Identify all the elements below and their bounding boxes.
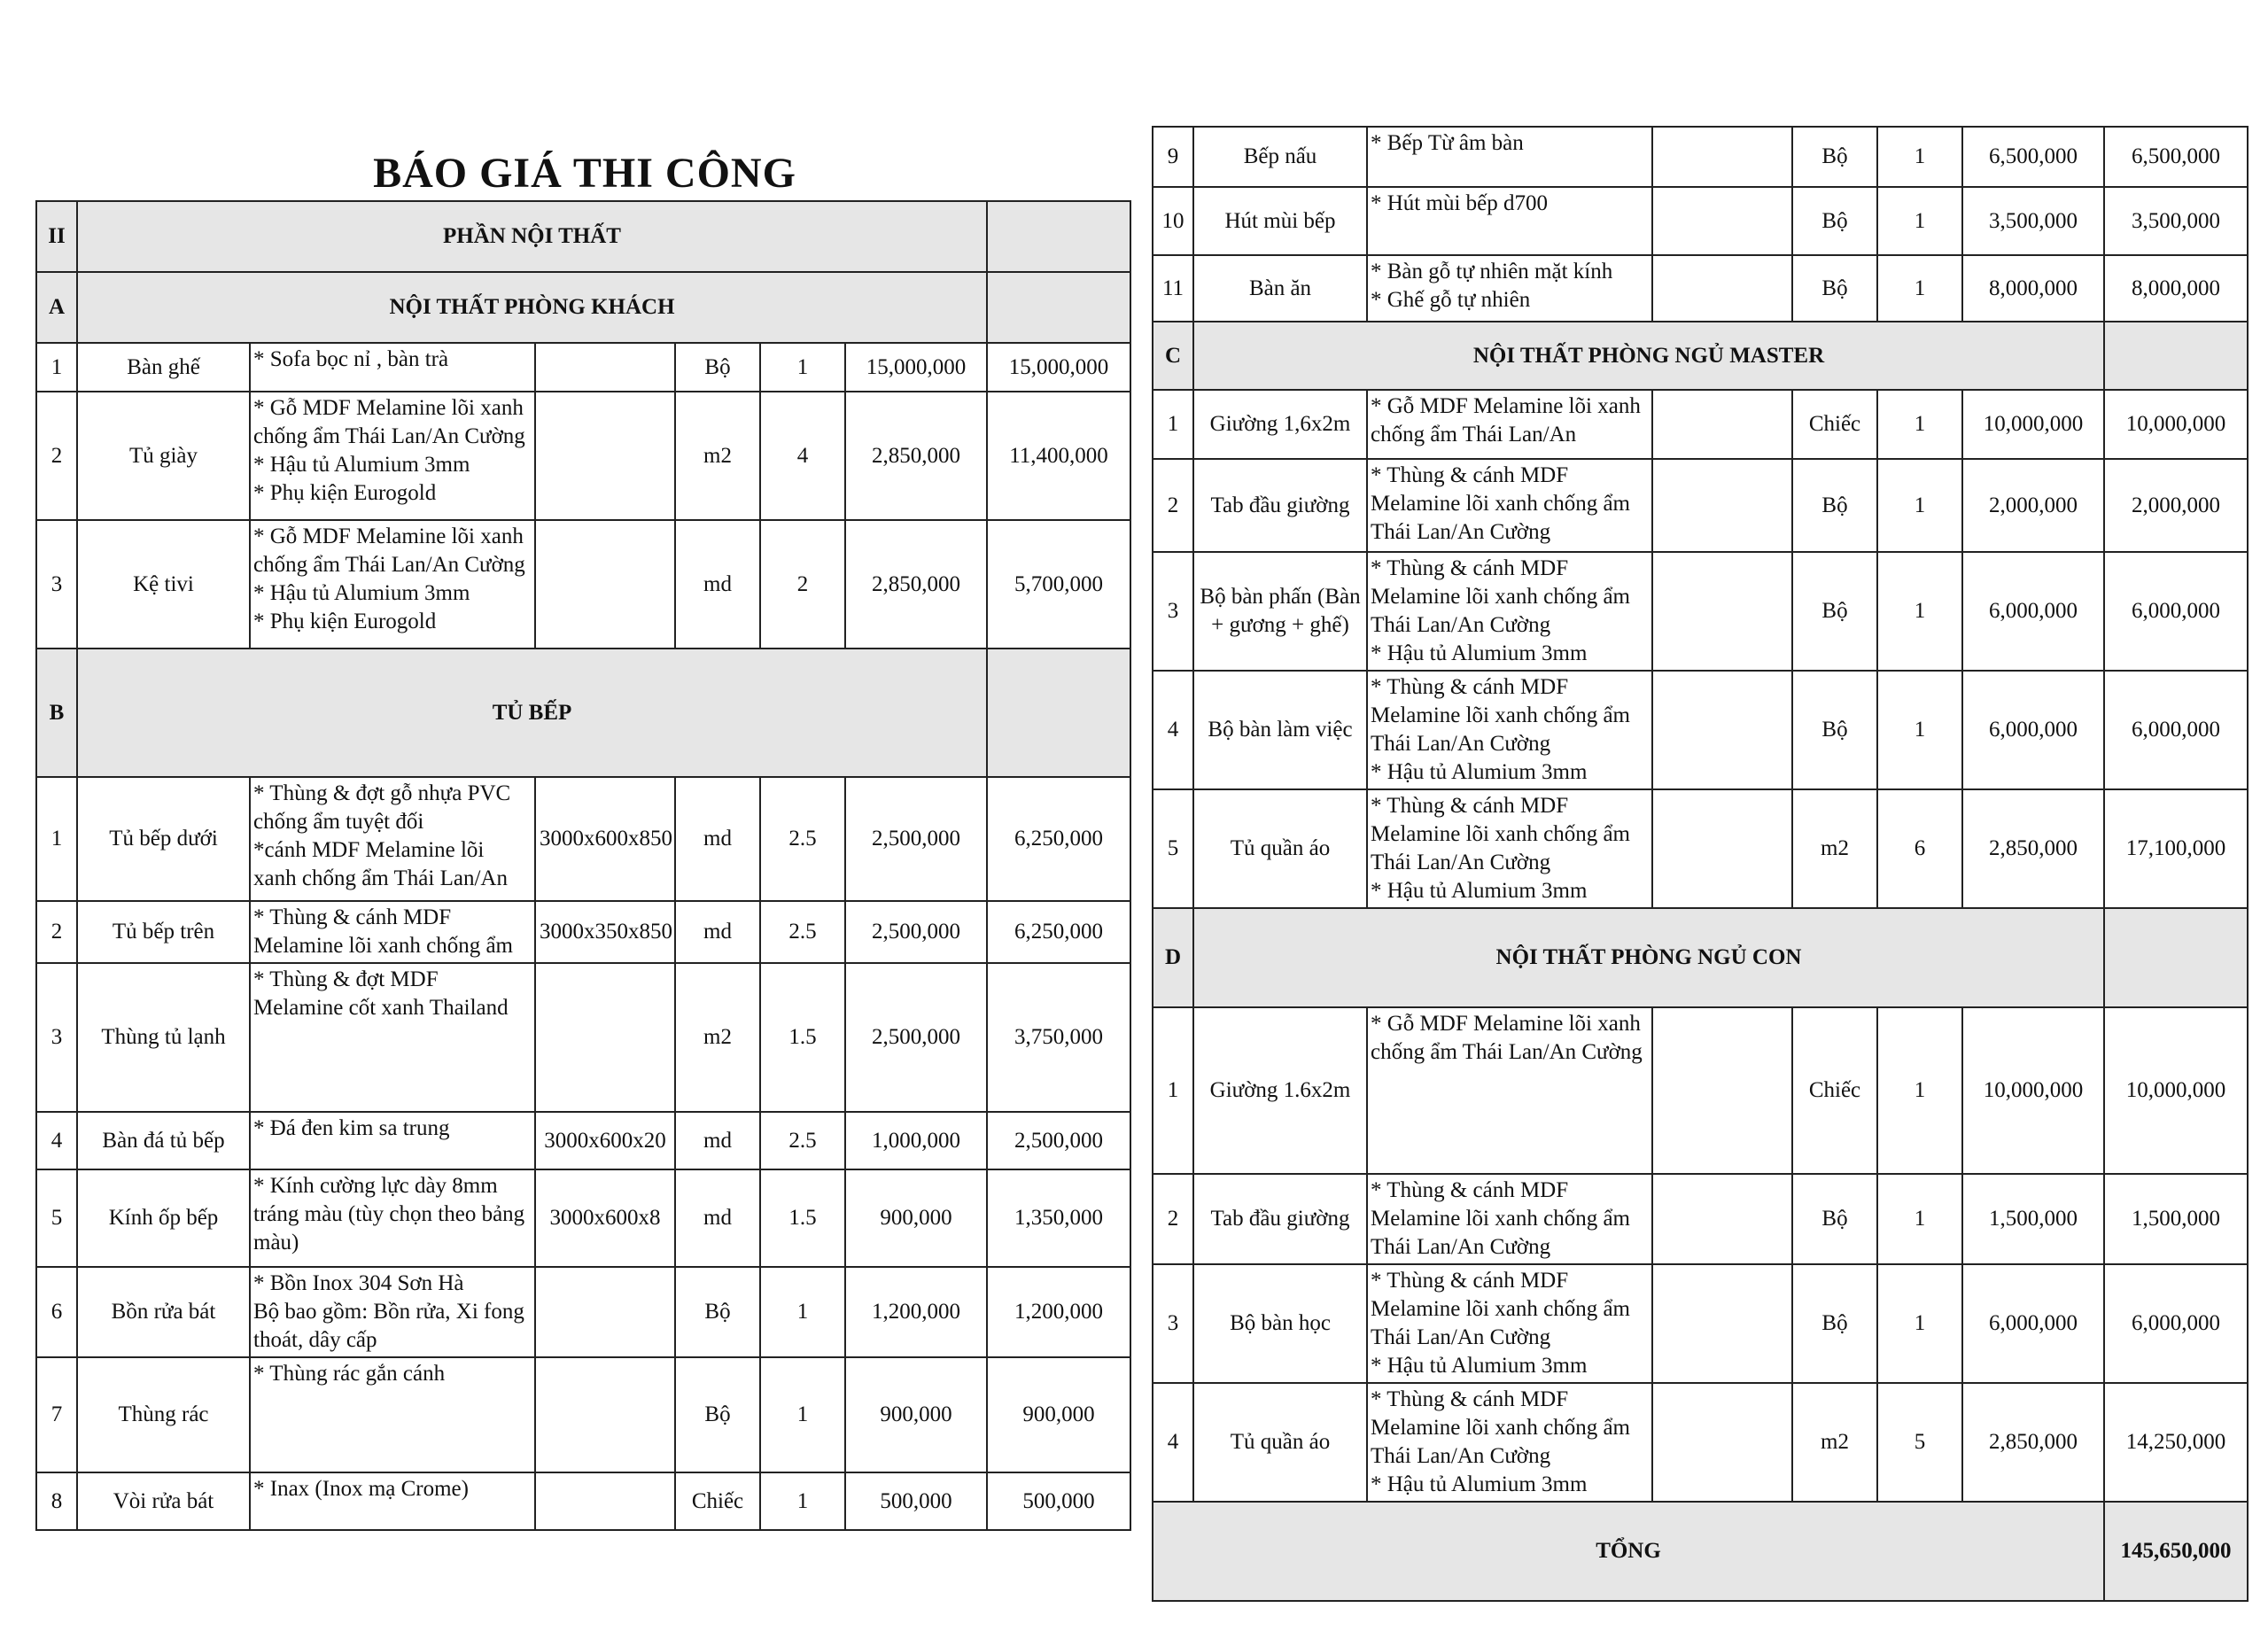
item-quantity: 1	[1877, 255, 1962, 322]
table-row	[1153, 1264, 2248, 1383]
item-unit: Bộ	[1792, 1264, 1877, 1383]
item-unit: Bộ	[1792, 187, 1877, 255]
item-total: 8,000,000	[2104, 255, 2248, 322]
item-name: Tủ bếp trên	[77, 901, 250, 963]
item-description: * Thùng & đợt gỗ nhựa PVC chống ẩm tuyệt đối *cánh MDF Melamine lõi xanh chống ẩm Thái Lan/An	[250, 777, 535, 901]
item-size: 3000x350x850	[535, 901, 675, 963]
item-unit-price: 6,000,000	[1962, 671, 2104, 789]
item-unit: Bộ	[675, 1357, 760, 1472]
grand-total-value: 145,650,000	[2104, 1502, 2248, 1601]
item-description: * Đá đen kim sa trung	[250, 1112, 535, 1169]
item-unit-price: 2,850,000	[845, 520, 987, 649]
section-total-cell	[987, 272, 1130, 343]
row-number: 2	[1153, 459, 1193, 552]
item-name: Tủ quần áo	[1193, 1383, 1367, 1502]
item-unit-price: 2,500,000	[845, 963, 987, 1112]
item-quantity: 1	[760, 343, 845, 392]
item-quantity: 1	[1877, 187, 1962, 255]
item-name: Tab đầu giường	[1193, 459, 1367, 552]
row-number: 7	[36, 1357, 77, 1472]
item-total: 14,250,000	[2104, 1383, 2248, 1502]
item-quantity: 1.5	[760, 963, 845, 1112]
section-code: D	[1153, 908, 1193, 1007]
row-number: 1	[36, 777, 77, 901]
item-size: 3000x600x850	[535, 777, 675, 901]
section-name: NỘI THẤT PHÒNG NGỦ CON	[1193, 908, 2104, 1007]
table-row	[36, 1169, 1130, 1267]
item-size	[535, 963, 675, 1112]
item-unit: md	[675, 1169, 760, 1267]
table-row	[36, 901, 1130, 963]
item-unit-price: 6,000,000	[1962, 1264, 2104, 1383]
item-unit: Bộ	[1792, 1174, 1877, 1264]
row-number: 1	[1153, 1007, 1193, 1174]
item-total: 11,400,000	[987, 392, 1130, 520]
item-name: Thùng tủ lạnh	[77, 963, 250, 1112]
item-name: Vòi rửa bát	[77, 1472, 250, 1530]
item-name: Bồn rửa bát	[77, 1267, 250, 1357]
row-number: 11	[1153, 255, 1193, 322]
item-description: * Bếp Từ âm bàn	[1367, 127, 1652, 187]
item-total: 6,500,000	[2104, 127, 2248, 187]
row-number: 8	[36, 1472, 77, 1530]
item-total: 17,100,000	[2104, 789, 2248, 908]
row-number: 6	[36, 1267, 77, 1357]
page-title: BÁO GIÁ THI CÔNG	[373, 150, 796, 197]
item-unit: md	[675, 901, 760, 963]
item-size	[1652, 459, 1792, 552]
item-quantity: 2.5	[760, 901, 845, 963]
table-row	[36, 1357, 1130, 1472]
item-unit-price: 900,000	[845, 1357, 987, 1472]
table-row	[36, 520, 1130, 649]
section-header-row	[1153, 908, 2248, 1007]
table-row	[36, 392, 1130, 520]
item-total: 500,000	[987, 1472, 1130, 1530]
item-size	[535, 392, 675, 520]
row-number: 2	[36, 901, 77, 963]
item-description: * Thùng & cánh MDF Melamine lõi xanh chống ẩm Thái Lan/An Cường * Hậu tủ Alumium 3mm	[1367, 1383, 1652, 1502]
item-quantity: 1	[1877, 390, 1962, 459]
table-row	[1153, 1007, 2248, 1174]
row-number: 3	[36, 963, 77, 1112]
grand-total-row	[1153, 1502, 2248, 1601]
table-row	[36, 777, 1130, 901]
item-unit: md	[675, 777, 760, 901]
item-name: Bộ bàn làm việc	[1193, 671, 1367, 789]
item-unit-price: 900,000	[845, 1169, 987, 1267]
table-row	[36, 1112, 1130, 1169]
item-description: * Bàn gỗ tự nhiên mặt kính * Ghế gỗ tự nhiên	[1367, 255, 1652, 322]
item-unit-price: 1,500,000	[1962, 1174, 2104, 1264]
item-description: * Thùng & cánh MDF Melamine lõi xanh chống ẩm Thái Lan/An Cường	[1367, 1174, 1652, 1264]
table-row	[1153, 459, 2248, 552]
item-unit: Chiếc	[1792, 1007, 1877, 1174]
item-unit-price: 6,500,000	[1962, 127, 2104, 187]
item-size	[1652, 1264, 1792, 1383]
row-number: 4	[36, 1112, 77, 1169]
item-size: 3000x600x20	[535, 1112, 675, 1169]
item-total: 6,000,000	[2104, 552, 2248, 671]
item-description: * Inax (Inox mạ Crome)	[250, 1472, 535, 1530]
item-quantity: 1	[1877, 1007, 1962, 1174]
row-number: 10	[1153, 187, 1193, 255]
row-number: 2	[1153, 1174, 1193, 1264]
item-size	[535, 1357, 675, 1472]
part-header-row	[36, 201, 1130, 272]
item-unit: md	[675, 1112, 760, 1169]
part-name: PHẦN NỘI THẤT	[77, 201, 987, 272]
item-quantity: 1.5	[760, 1169, 845, 1267]
row-number: 5	[1153, 789, 1193, 908]
item-total: 10,000,000	[2104, 1007, 2248, 1174]
table-row	[1153, 187, 2248, 255]
item-unit: m2	[675, 392, 760, 520]
item-size	[1652, 187, 1792, 255]
item-total: 3,750,000	[987, 963, 1130, 1112]
item-name: Bộ bàn học	[1193, 1264, 1367, 1383]
item-size	[1652, 390, 1792, 459]
item-unit: Bộ	[1792, 552, 1877, 671]
item-size	[1652, 127, 1792, 187]
row-number: 4	[1153, 671, 1193, 789]
item-total: 1,200,000	[987, 1267, 1130, 1357]
item-total: 1,350,000	[987, 1169, 1130, 1267]
item-description: * Thùng & cánh MDF Melamine lõi xanh chống ẩm Thái Lan/An Cường	[1367, 459, 1652, 552]
item-unit: m2	[675, 963, 760, 1112]
quote-table-left	[35, 200, 1131, 1531]
item-quantity: 1	[760, 1267, 845, 1357]
item-quantity: 1	[760, 1472, 845, 1530]
item-unit-price: 3,500,000	[1962, 187, 2104, 255]
table-row	[1153, 390, 2248, 459]
item-total: 6,250,000	[987, 777, 1130, 901]
item-quantity: 6	[1877, 789, 1962, 908]
table-row	[1153, 1174, 2248, 1264]
item-quantity: 1	[1877, 552, 1962, 671]
item-unit-price: 10,000,000	[1962, 1007, 2104, 1174]
item-unit: md	[675, 520, 760, 649]
item-unit-price: 10,000,000	[1962, 390, 2104, 459]
item-quantity: 1	[760, 1357, 845, 1472]
item-unit-price: 500,000	[845, 1472, 987, 1530]
row-number: 1	[1153, 390, 1193, 459]
item-total: 10,000,000	[2104, 390, 2248, 459]
item-total: 2,500,000	[987, 1112, 1130, 1169]
item-name: Kính ốp bếp	[77, 1169, 250, 1267]
item-quantity: 1	[1877, 1174, 1962, 1264]
table-row	[1153, 789, 2248, 908]
item-name: Giường 1.6x2m	[1193, 1007, 1367, 1174]
item-total: 5,700,000	[987, 520, 1130, 649]
section-total-cell	[2104, 908, 2248, 1007]
section-total-cell	[2104, 322, 2248, 390]
item-unit: Bộ	[675, 1267, 760, 1357]
section-code: A	[36, 272, 77, 343]
table-row	[1153, 671, 2248, 789]
part-total-cell	[987, 201, 1130, 272]
item-name: Giường 1,6x2m	[1193, 390, 1367, 459]
item-name: Bếp nấu	[1193, 127, 1367, 187]
section-header-row	[36, 272, 1130, 343]
item-unit: m2	[1792, 789, 1877, 908]
item-unit: Bộ	[675, 343, 760, 392]
section-name: NỘI THẤT PHÒNG NGỦ MASTER	[1193, 322, 2104, 390]
item-unit: Bộ	[1792, 127, 1877, 187]
row-number: 3	[36, 520, 77, 649]
item-unit: Bộ	[1792, 459, 1877, 552]
item-quantity: 1	[1877, 1264, 1962, 1383]
table-row	[36, 1472, 1130, 1530]
item-size	[1652, 671, 1792, 789]
item-name: Tab đầu giường	[1193, 1174, 1367, 1264]
item-unit-price: 2,850,000	[1962, 1383, 2104, 1502]
item-quantity: 4	[760, 392, 845, 520]
item-description: * Gỗ MDF Melamine lõi xanh chống ẩm Thái Lan/An Cường * Hậu tủ Alumium 3mm * Phụ kiện Eurogold	[250, 392, 535, 520]
item-description: * Thùng & cánh MDF Melamine lõi xanh chống ẩm Thái Lan/An Cường * Hậu tủ Alumium 3mm	[1367, 1264, 1652, 1383]
item-description: * Thùng & cánh MDF Melamine lõi xanh chống ẩm	[250, 901, 535, 963]
section-code: B	[36, 649, 77, 777]
item-description: * Sofa bọc nỉ , bàn trà	[250, 343, 535, 392]
item-description: * Thùng & đợt MDF Melamine cốt xanh Thailand	[250, 963, 535, 1112]
item-size	[1652, 789, 1792, 908]
item-unit: Bộ	[1792, 255, 1877, 322]
item-total: 6,250,000	[987, 901, 1130, 963]
table-row	[36, 963, 1130, 1112]
row-number: 9	[1153, 127, 1193, 187]
item-size	[535, 520, 675, 649]
section-code: C	[1153, 322, 1193, 390]
item-quantity: 2	[760, 520, 845, 649]
item-quantity: 1	[1877, 127, 1962, 187]
item-unit-price: 2,500,000	[845, 901, 987, 963]
row-number: 3	[1153, 552, 1193, 671]
table-row	[1153, 255, 2248, 322]
row-number: 2	[36, 392, 77, 520]
item-size	[1652, 255, 1792, 322]
section-header-row	[36, 649, 1130, 777]
item-quantity: 1	[1877, 671, 1962, 789]
item-size	[535, 1267, 675, 1357]
item-unit-price: 1,200,000	[845, 1267, 987, 1357]
item-quantity: 5	[1877, 1383, 1962, 1502]
row-number: 4	[1153, 1383, 1193, 1502]
item-name: Bộ bàn phấn (Bàn + gương + ghế)	[1193, 552, 1367, 671]
item-name: Kệ tivi	[77, 520, 250, 649]
item-size	[1652, 1383, 1792, 1502]
table-row	[36, 343, 1130, 392]
section-name: TỦ BẾP	[77, 649, 987, 777]
table-row	[1153, 1383, 2248, 1502]
item-description: * Hút mùi bếp d700	[1367, 187, 1652, 255]
item-description: * Thùng & cánh MDF Melamine lõi xanh chống ẩm Thái Lan/An Cường * Hậu tủ Alumium 3mm	[1367, 671, 1652, 789]
item-unit: m2	[1792, 1383, 1877, 1502]
item-name: Bàn đá tủ bếp	[77, 1112, 250, 1169]
grand-total-label: TỔNG	[1153, 1502, 2104, 1601]
item-name: Tủ quần áo	[1193, 789, 1367, 908]
item-name: Bàn ghế	[77, 343, 250, 392]
item-name: Tủ giày	[77, 392, 250, 520]
section-name: NỘI THẤT PHÒNG KHÁCH	[77, 272, 987, 343]
item-quantity: 2.5	[760, 777, 845, 901]
row-number: 5	[36, 1169, 77, 1267]
item-description: * Gỗ MDF Melamine lõi xanh chống ẩm Thái Lan/An	[1367, 390, 1652, 459]
item-size	[1652, 1007, 1792, 1174]
item-total: 900,000	[987, 1357, 1130, 1472]
item-unit-price: 8,000,000	[1962, 255, 2104, 322]
item-total: 15,000,000	[987, 343, 1130, 392]
item-description: * Gỗ MDF Melamine lõi xanh chống ẩm Thái Lan/An Cường	[1367, 1007, 1652, 1174]
item-name: Thùng rác	[77, 1357, 250, 1472]
item-unit: Chiếc	[675, 1472, 760, 1530]
item-size: 3000x600x8	[535, 1169, 675, 1267]
item-total: 6,000,000	[2104, 671, 2248, 789]
item-description: * Thùng & cánh MDF Melamine lõi xanh chống ẩm Thái Lan/An Cường * Hậu tủ Alumium 3mm	[1367, 552, 1652, 671]
item-description: * Gỗ MDF Melamine lõi xanh chống ẩm Thái Lan/An Cường * Hậu tủ Alumium 3mm * Phụ kiện Eurogold	[250, 520, 535, 649]
item-unit-price: 15,000,000	[845, 343, 987, 392]
table-row	[36, 1267, 1130, 1357]
item-size	[535, 343, 675, 392]
item-size	[1652, 1174, 1792, 1264]
item-size	[1652, 552, 1792, 671]
part-code: II	[36, 201, 77, 272]
item-description: * Bồn Inox 304 Sơn Hà Bộ bao gồm: Bồn rửa, Xi fong thoát, dây cấp	[250, 1267, 535, 1357]
table-row	[1153, 127, 2248, 187]
item-total: 2,000,000	[2104, 459, 2248, 552]
item-description: * Thùng rác gắn cánh	[250, 1357, 535, 1472]
item-name: Hút mùi bếp	[1193, 187, 1367, 255]
item-total: 3,500,000	[2104, 187, 2248, 255]
item-description: * Thùng & cánh MDF Melamine lõi xanh chống ẩm Thái Lan/An Cường * Hậu tủ Alumium 3mm	[1367, 789, 1652, 908]
item-total: 1,500,000	[2104, 1174, 2248, 1264]
item-total: 6,000,000	[2104, 1264, 2248, 1383]
item-unit-price: 2,850,000	[845, 392, 987, 520]
row-number: 3	[1153, 1264, 1193, 1383]
item-unit: Bộ	[1792, 671, 1877, 789]
item-unit: Chiếc	[1792, 390, 1877, 459]
item-name: Tủ bếp dưới	[77, 777, 250, 901]
item-unit-price: 6,000,000	[1962, 552, 2104, 671]
item-description: * Kính cường lực dày 8mm tráng màu (tùy chọn theo bảng màu)	[250, 1169, 535, 1267]
item-quantity: 1	[1877, 459, 1962, 552]
item-unit-price: 2,500,000	[845, 777, 987, 901]
quote-table-right	[1152, 126, 2249, 1602]
section-total-cell	[987, 649, 1130, 777]
item-unit-price: 1,000,000	[845, 1112, 987, 1169]
item-unit-price: 2,850,000	[1962, 789, 2104, 908]
item-unit-price: 2,000,000	[1962, 459, 2104, 552]
row-number: 1	[36, 343, 77, 392]
item-name: Bàn ăn	[1193, 255, 1367, 322]
table-row	[1153, 552, 2248, 671]
section-header-row	[1153, 322, 2248, 390]
item-size	[535, 1472, 675, 1530]
item-quantity: 2.5	[760, 1112, 845, 1169]
